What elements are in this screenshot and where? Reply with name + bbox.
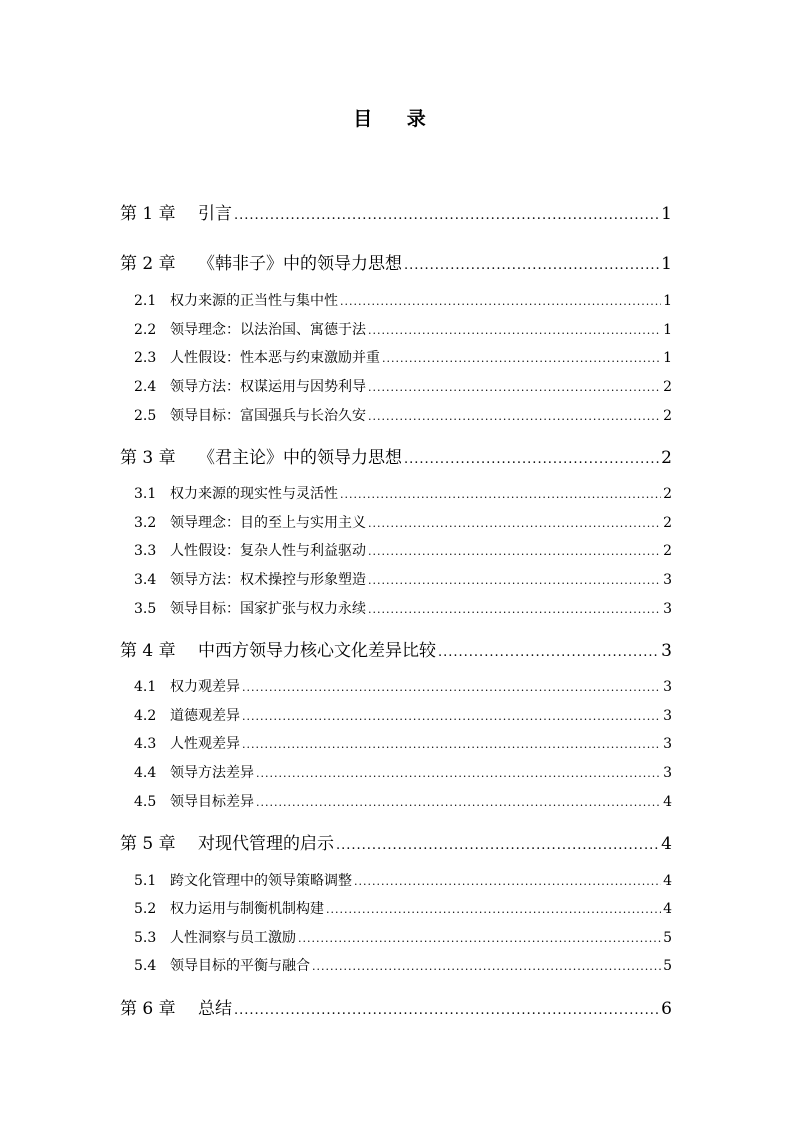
toc-section-2-3[interactable] [134, 347, 672, 369]
chapter-title: 总结 [198, 999, 232, 1019]
page-number: 2 [663, 543, 672, 559]
toc-section-3-4[interactable] [134, 569, 672, 591]
page-number: 2 [663, 408, 672, 424]
page-number: 3 [663, 601, 672, 617]
dot-leader [312, 960, 661, 973]
dot-leader [368, 517, 661, 530]
chapter-title: 对现代管理的启示 [198, 834, 334, 854]
section-number: 2.4 [134, 379, 157, 395]
dot-leader [242, 710, 661, 723]
page-number: 4 [663, 901, 672, 917]
section-number: 4.2 [134, 708, 157, 724]
section-title: 领导方法：权术操控与形象塑造 [170, 572, 366, 588]
section-title: 领导方法：权谋运用与因势利导 [170, 379, 366, 395]
page-number: 1 [661, 254, 672, 274]
section-number: 5.2 [134, 901, 157, 917]
section-title: 人性假设：性本恶与约束激励并重 [170, 350, 380, 366]
section-number: 5.3 [134, 930, 157, 946]
toc-title: 目 录 [353, 108, 440, 130]
toc-chapter-2[interactable] [120, 249, 672, 277]
toc-section-3-5[interactable] [134, 598, 672, 620]
chapter-number: 第 4 章 [120, 641, 176, 661]
section-number: 4.5 [134, 794, 157, 810]
dot-leader [368, 603, 661, 616]
section-title: 领导方法差异 [170, 765, 254, 781]
toc-section-2-5[interactable] [134, 405, 672, 427]
dot-leader [256, 767, 661, 780]
dot-leader [368, 410, 661, 423]
section-title: 权力来源的正当性与集中性 [170, 293, 338, 309]
section-title: 领导目标：富国强兵与长治久安 [170, 408, 366, 424]
page-number: 2 [663, 486, 672, 502]
toc-section-4-4[interactable] [134, 762, 672, 784]
section-title: 领导理念：目的至上与实用主义 [170, 515, 366, 531]
toc-section-4-5[interactable] [134, 791, 672, 813]
section-number: 3.3 [134, 543, 157, 559]
toc-section-4-2[interactable] [134, 705, 672, 727]
dot-leader [354, 875, 661, 888]
page-number: 1 [663, 322, 672, 338]
section-title: 人性假设：复杂人性与利益驱动 [170, 543, 366, 559]
dot-leader [242, 738, 661, 751]
section-number: 5.1 [134, 873, 157, 889]
toc-chapter-3[interactable] [120, 443, 672, 471]
page-number: 3 [663, 572, 672, 588]
dot-leader [340, 488, 661, 501]
page-number: 2 [663, 515, 672, 531]
toc-chapter-5[interactable] [120, 829, 672, 857]
toc-section-3-3[interactable] [134, 540, 672, 562]
dot-leader [382, 352, 661, 365]
page-number: 4 [663, 794, 672, 810]
page-number: 4 [663, 873, 672, 889]
toc-section-5-2[interactable] [134, 898, 672, 920]
page-number: 1 [661, 204, 672, 224]
dot-leader [234, 1003, 659, 1018]
toc-section-5-3[interactable] [134, 927, 672, 949]
page-number: 1 [663, 350, 672, 366]
section-title: 跨文化管理中的领导策略调整 [170, 873, 352, 889]
section-number: 4.1 [134, 679, 157, 695]
page-number: 3 [663, 679, 672, 695]
dot-leader [438, 645, 659, 660]
section-title: 领导目标：国家扩张与权力永续 [170, 601, 366, 617]
page-number: 2 [661, 448, 672, 468]
toc-section-2-4[interactable] [134, 376, 672, 398]
chapter-title: 中西方领导力核心文化差异比较 [198, 641, 436, 661]
dot-leader [298, 932, 661, 945]
toc-section-3-2[interactable] [134, 512, 672, 534]
section-title: 权力来源的现实性与灵活性 [170, 486, 338, 502]
page-number: 3 [661, 641, 672, 661]
section-number: 3.4 [134, 572, 157, 588]
section-title: 人性观差异 [170, 736, 240, 752]
page-number: 3 [663, 708, 672, 724]
dot-leader [368, 381, 661, 394]
chapter-number: 第 6 章 [120, 999, 176, 1019]
section-title: 权力运用与制衡机制构建 [170, 901, 324, 917]
section-number: 3.2 [134, 515, 157, 531]
toc-section-4-1[interactable] [134, 676, 672, 698]
page-number: 3 [663, 736, 672, 752]
page-number: 4 [661, 834, 672, 854]
section-number: 3.1 [134, 486, 157, 502]
chapter-title: 《君主论》中的领导力思想 [198, 448, 402, 468]
chapter-title: 引言 [198, 204, 232, 224]
chapter-number: 第 1 章 [120, 204, 176, 224]
section-number: 2.5 [134, 408, 157, 424]
dot-leader [368, 324, 661, 337]
dot-leader [368, 545, 661, 558]
page-number: 1 [663, 293, 672, 309]
section-title: 领导理念：以法治国、寓德于法 [170, 322, 366, 338]
page-number: 3 [663, 765, 672, 781]
dot-leader [404, 258, 659, 273]
page-number: 2 [663, 379, 672, 395]
section-number: 2.2 [134, 322, 157, 338]
section-number: 5.4 [134, 958, 157, 974]
page-number: 6 [661, 999, 672, 1019]
page-number: 5 [663, 958, 672, 974]
toc-chapter-6[interactable] [120, 994, 672, 1022]
toc-chapter-4[interactable] [120, 636, 672, 664]
section-title: 领导目标的平衡与融合 [170, 958, 310, 974]
section-title: 人性洞察与员工激励 [170, 930, 296, 946]
dot-leader [326, 903, 661, 916]
chapter-title: 《韩非子》中的领导力思想 [198, 254, 402, 274]
toc-section-3-1[interactable] [134, 483, 672, 505]
dot-leader [404, 452, 659, 467]
section-number: 4.3 [134, 736, 157, 752]
section-number: 4.4 [134, 765, 157, 781]
dot-leader [256, 796, 661, 809]
toc-section-5-4[interactable] [134, 955, 672, 977]
chapter-number: 第 3 章 [120, 448, 176, 468]
chapter-number: 第 2 章 [120, 254, 176, 274]
toc-section-5-1[interactable] [134, 870, 672, 892]
dot-leader [234, 208, 659, 223]
toc-section-4-3[interactable] [134, 733, 672, 755]
section-number: 2.1 [134, 293, 157, 309]
section-title: 道德观差异 [170, 708, 240, 724]
dot-leader [368, 574, 661, 587]
section-title: 领导目标差异 [170, 794, 254, 810]
dot-leader [340, 295, 661, 308]
dot-leader [242, 681, 661, 694]
page-number: 5 [663, 930, 672, 946]
section-title: 权力观差异 [170, 679, 240, 695]
toc-section-2-2[interactable] [134, 319, 672, 341]
toc-chapter-1[interactable] [120, 199, 672, 227]
section-number: 3.5 [134, 601, 157, 617]
section-number: 2.3 [134, 350, 157, 366]
dot-leader [336, 838, 659, 853]
chapter-number: 第 5 章 [120, 834, 176, 854]
toc-section-2-1[interactable] [134, 290, 672, 312]
